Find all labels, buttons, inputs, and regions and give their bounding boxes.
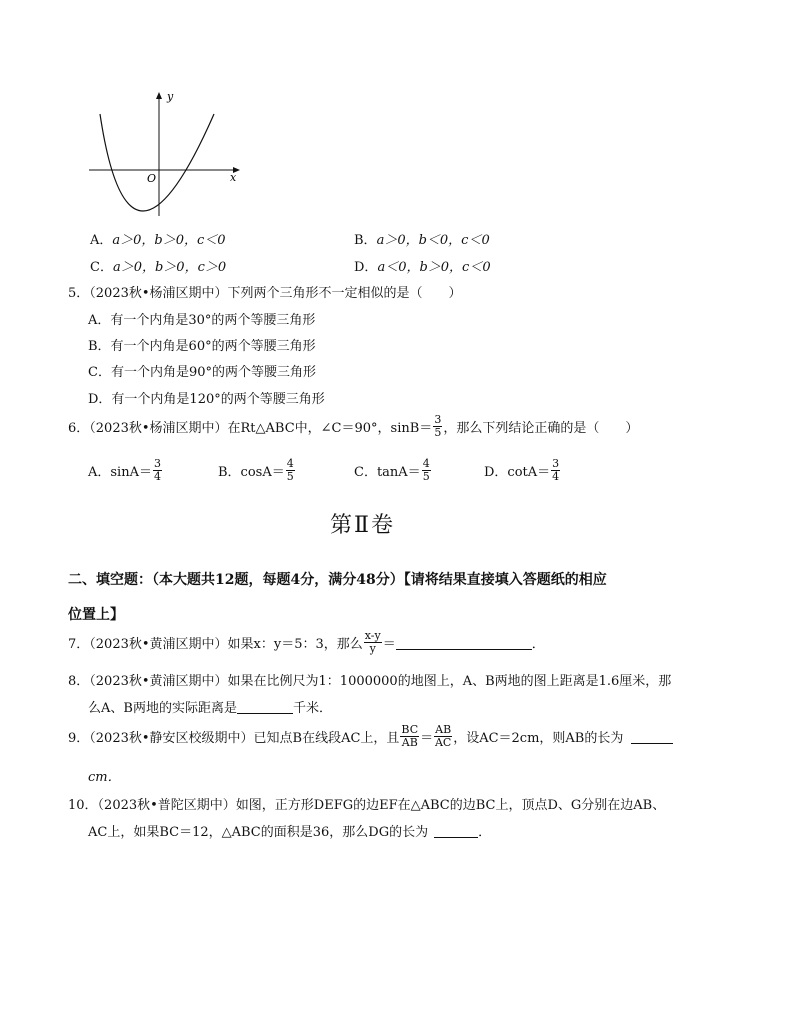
q4-option-c[interactable]: C．a＞0，b＞0，c＞0 xyxy=(90,260,227,275)
q7-answer-blank[interactable] xyxy=(396,635,532,650)
q5-option-d[interactable]: D．有一个内角是120°的两个等腰三角形 xyxy=(88,392,325,407)
q9-answer-blank[interactable] xyxy=(631,729,673,744)
q10-answer-blank[interactable] xyxy=(434,823,478,838)
q9-fraction-1: $\frac{BC}{AB}$ xyxy=(401,723,419,749)
y-axis-arrow xyxy=(156,92,162,99)
section2-line1: 二、填空题：（本大题共12题，每题4分，满分48分）【请将结果直接填入答题纸的相应 xyxy=(68,572,607,588)
q6-option-b-fraction: $\frac{4}{5}$ xyxy=(286,457,294,483)
q4-option-b[interactable]: B．a＞0，b＜0，c＜0 xyxy=(354,233,490,248)
part-title: 第Ⅱ卷 xyxy=(330,513,395,538)
q4-option-d[interactable]: D．a＜0，b＞0，c＜0 xyxy=(354,260,491,275)
q4-option-a[interactable]: A．a＞0，b＞0，c＜0 xyxy=(90,233,226,248)
q7: 7．（2023秋•黄浦区期中）如果x：y＝5：3，那么 $\frac{x-y}{y}$ ＝ ． xyxy=(68,629,545,655)
x-axis-label: x xyxy=(230,171,237,184)
q6-option-a[interactable]: A．sinA＝ $\frac{3}{4}$ xyxy=(88,457,161,483)
q5-stem: 5．（2023秋•杨浦区期中）下列两个三角形不一定相似的是（ ） xyxy=(68,286,462,301)
q8-line2: 么A、B两地的实际距离是 千米． xyxy=(88,701,332,716)
parabola-graph xyxy=(85,88,245,220)
y-axis-label: y xyxy=(167,90,174,103)
q9-fraction-2: $\frac{AB}{AC}$ xyxy=(434,723,452,749)
q6-stem: 6．（2023秋•杨浦区期中）在Rt△ABC中，∠C＝90°，sinB＝ $\frac{3}{5}$ ，那么下列结论正确的是（ ） xyxy=(68,413,639,439)
section2-line2: 位置上】 xyxy=(68,607,124,623)
q6-option-b[interactable]: B．cosA＝ $\frac{4}{5}$ xyxy=(218,457,294,483)
q5-option-b[interactable]: B．有一个内角是60°的两个等腰三角形 xyxy=(88,339,316,354)
q10-line2: AC上，如果BC＝12，△ABC的面积是36，那么DG的长为 ． xyxy=(88,825,492,840)
q6-sinb-fraction: $\frac{3}{5}$ xyxy=(434,413,442,439)
q6-option-d[interactable]: D．cotA＝ $\frac{3}{4}$ xyxy=(484,457,560,483)
origin-label: O xyxy=(147,172,157,185)
q5-option-a[interactable]: A．有一个内角是30°的两个等腰三角形 xyxy=(88,313,316,328)
q9-line1: 9．（2023秋•静安区校级期中）已知点B在线段AC上，且 $\frac{BC}{AB}$ ＝ $\frac{AB}{AC}$ ，设AC＝2cm，则AB的长为 xyxy=(68,724,673,749)
q8-line1: 8．（2023秋•黄浦区期中）如果在比例尺为1：1000000的地图上，A、B两地的图上距离是1.6厘米，那 xyxy=(68,674,672,689)
q5-option-c[interactable]: C．有一个内角是90°的两个等腰三角形 xyxy=(88,365,316,380)
q6-option-a-fraction: $\frac{3}{4}$ xyxy=(153,457,161,483)
q9-unit: cm． xyxy=(88,770,121,785)
q10-line1: 10．（2023秋•普陀区期中）如图，正方形DEFG的边EF在△ABC的边BC上，顶点D、G分别在边AB、 xyxy=(68,798,666,813)
q7-fraction: $\frac{x-y}{y}$ xyxy=(364,629,381,655)
q6-option-c-fraction: $\frac{4}{5}$ xyxy=(422,457,430,483)
q8-answer-blank[interactable] xyxy=(237,699,293,714)
q6-option-c[interactable]: C．tanA＝ $\frac{4}{5}$ xyxy=(354,457,430,483)
q6-option-d-fraction: $\frac{3}{4}$ xyxy=(552,457,560,483)
parabola-curve xyxy=(100,114,214,211)
